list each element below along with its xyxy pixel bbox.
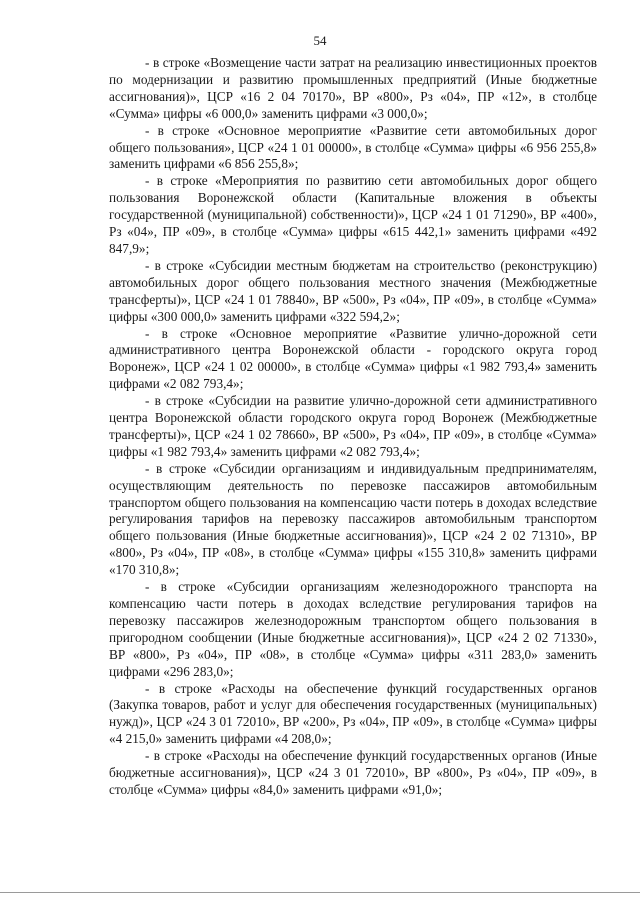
amendment-paragraph: - в строке «Субсидии местным бюджетам на строительство (реконструкцию) автомобильных дорог общего пользования местного значения (Межбюджетные трансферты)», ЦСР «24 1 01 78840», ВР «500», Рз «04», ПР «09», в столбце «Сумма» цифры «300 000,0» заменить цифрами «322 594,2»; <box>109 257 597 324</box>
document-body <box>109 55 597 799</box>
amendment-paragraph: - в строке «Возмещение части затрат на реализацию инвестиционных проектов по модернизации и развитию промышленных предприятий (Иные бюджетные ассигнования)», ЦСР «16 2 04 70170», ВР «800», Рз «04», ПР «12», в столбце «Сумма» цифры «6 000,0» заменить цифрами «3 000,0»; <box>109 55 597 121</box>
amendment-paragraph: - в строке «Мероприятия по развитию сети автомобильных дорог общего пользования Воронежской области (Капитальные вложения в объекты государственной (муниципальной) собственности)», ЦСР «24 1 01 71290», ВР «400», Рз «04», ПР «09», в столбце «Сумма» цифры «615 442,1» заменить цифрами «492 847,9»; <box>109 173 597 256</box>
amendment-paragraph: - в строке «Субсидии организациям железнодорожного транспорта на компенсацию части потерь в доходах вследствие регулирования тарифов на перевозку пассажиров железнодорожным транспортом общего пользования в пригородном сообщении (Иные бюджетные ассигнования)», ЦСР «24 2 02 71330», ВР «800», Рз «04», ПР «08», в столбце «Сумма» цифры «311 283,0» заменить цифрами «296 283,0»; <box>109 579 597 679</box>
amendment-paragraph: - в строке «Субсидии организациям и индивидуальным предпринимателям, осуществляющим деятельность по перевозке пассажиров автомобильным транспортом общего пользования на компенсацию части потерь в доходах вследствие регулирования тарифов на перевозку пассажиров автомобильным транспортом общего пользования (Иные бюджетные ассигнования)», ЦСР «24 2 02 71310», ВР «800», Рз «04», ПР «08», в столбце «Сумма» цифры «155 310,8» заменить цифрами «170 310,8»; <box>109 460 597 578</box>
amendment-paragraph: - в строке «Основное мероприятие «Развитие улично-дорожной сети административного центра Воронежской области - городского округа город Воронеж», ЦСР «24 1 02 00000», в столбце «Сумма» цифры «1 982 793,4» заменить цифрами «2 082 793,4»; <box>109 325 597 392</box>
amendment-paragraph: - в строке «Расходы на обеспечение функций государственных органов (Иные бюджетные ассигнования)», ЦСР «24 3 01 72010», ВР «800», Рз «04», ПР «09», в столбце «Сумма» цифры «84,0» заменить цифрами «91,0»; <box>109 748 597 797</box>
amendment-paragraph: - в строке «Расходы на обеспечение функций государственных органов (Закупка товаров, работ и услуг для обеспечения государственных (муниципальных) нужд)», ЦСР «24 3 01 72010», ВР «200», Рз «04», ПР «09», в столбце «Сумма» цифры «4 215,0» заменить цифрами «4 208,0»; <box>109 680 597 747</box>
scan-bottom-edge-line <box>0 892 640 893</box>
amendment-paragraph: - в строке «Субсидии на развитие улично-дорожной сети административного центра Воронежской области городского округа город Воронеж (Межбюджетные трансферты)», ЦСР «24 1 02 78660», ВР «500», Рз «04», ПР «09», в столбце «Сумма» цифры «1 982 793,4» заменить цифрами «2 082 793,4»; <box>109 393 597 459</box>
page-number: 54 <box>313 33 327 48</box>
amendment-paragraph: - в строке «Основное мероприятие «Развитие сети автомобильных дорог общего пользования», ЦСР «24 1 01 00000», в столбце «Сумма» цифры «6 956 255,8» заменить цифрами «6 856 255,8»; <box>109 122 597 172</box>
